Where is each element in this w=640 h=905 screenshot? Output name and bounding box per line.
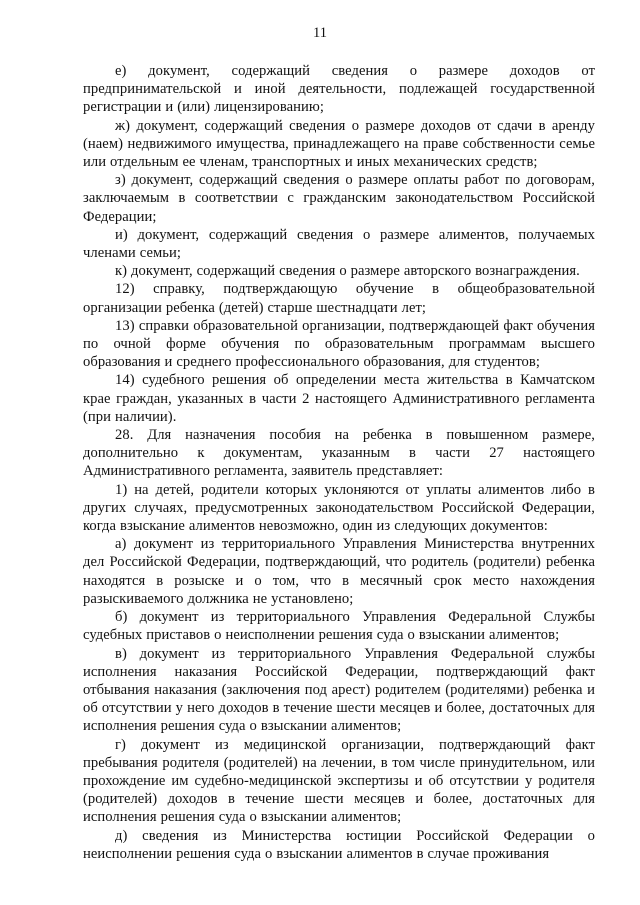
paragraph-item-z: з) документ, содержащий сведения о размере оплаты работ по договорам, заключаемым в соответствии с гражданским законодательством Российской Федерации; — [83, 172, 595, 225]
paragraph-item-14: 14) судебного решения об определении места жительства в Камчатском крае граждан, указанных в части 2 настоящего Административного регламента (при наличии). — [83, 372, 595, 425]
paragraph-item-12: 12) справку, подтверждающую обучение в общеобразовательной организации ребенка (детей) старше шестнадцати лет; — [83, 281, 595, 316]
paragraph-section-28: 28. Для назначения пособия на ребенка в повышенном размере, дополнительно к документам, указанным в части 27 настоящего Административного регламента, заявитель представляет: — [83, 427, 595, 480]
document-body — [83, 62, 595, 863]
paragraph-item-a: а) документ из территориального Управления Министерства внутренних дел Российской Федерации, подтверждающий, что родитель (родители) ребенка находятся в розыске и о том, что в месячный срок место нахождения разыскиваемого должника не установлено; — [83, 536, 595, 607]
paragraph-item-e: е) документ, содержащий сведения о размере доходов от предпринимательской и иной деятельности, подлежащей государственной регистрации и (или) лицензированию; — [83, 63, 595, 116]
paragraph-item-b: б) документ из территориального Управления Федеральной Службы судебных приставов о неисполнении решения суда о взыскании алиментов; — [83, 609, 595, 644]
paragraph-item-d: д) сведения из Министерства юстиции Российской Федерации о неисполнении решения суда о взыскании алиментов в случае проживания — [83, 827, 595, 862]
page-number: 11 — [313, 25, 327, 41]
paragraph-item-k: к) документ, содержащий сведения о размере авторского вознаграждения. — [115, 263, 580, 280]
paragraph-item-13: 13) справки образовательной организации, подтверждающей факт обучения по очной форме обучения по образовательным программам высшего образования и среднего профессионального образования, для студентов; — [83, 317, 595, 371]
paragraph-item-i: и) документ, содержащий сведения о размере алиментов, получаемых членами семьи; — [83, 226, 595, 262]
paragraph-item-g: г) документ из медицинской организации, подтверждающий факт пребывания родителя (родителей) на лечении, в том числе принудительном, или прохождение им судебно-медицинской экспертизы и об отсутствии у родителя (родителей) доходов в течение шести месяцев и более, достаточных для исполнения решения суда о взыскании алиментов; — [83, 736, 595, 826]
paragraph-item-zh: ж) документ, содержащий сведения о размере доходов от сдачи в аренду (наем) недвижимого имущества, принадлежащего на праве собственности семье или отдельным ее членам, транспортных и иных механических средств; — [83, 117, 595, 171]
paragraph-item-v: в) документ из территориального Управления Федеральной службы исполнения наказания Российской Федерации, подтверждающий факт отбывания наказания (заключения под арест) родителем (родителями) ребенка и об отсутствии у него доходов в течение шести месяцев и более, достаточных для исполнения решения суда о взыскании алиментов; — [83, 645, 595, 735]
paragraph-item-1: 1) на детей, родители которых уклоняются от уплаты алиментов либо в других случаях, предусмотренных законодательством Российской Федерации, когда взыскание алиментов невозможно, один из следующих документов: — [83, 481, 595, 535]
